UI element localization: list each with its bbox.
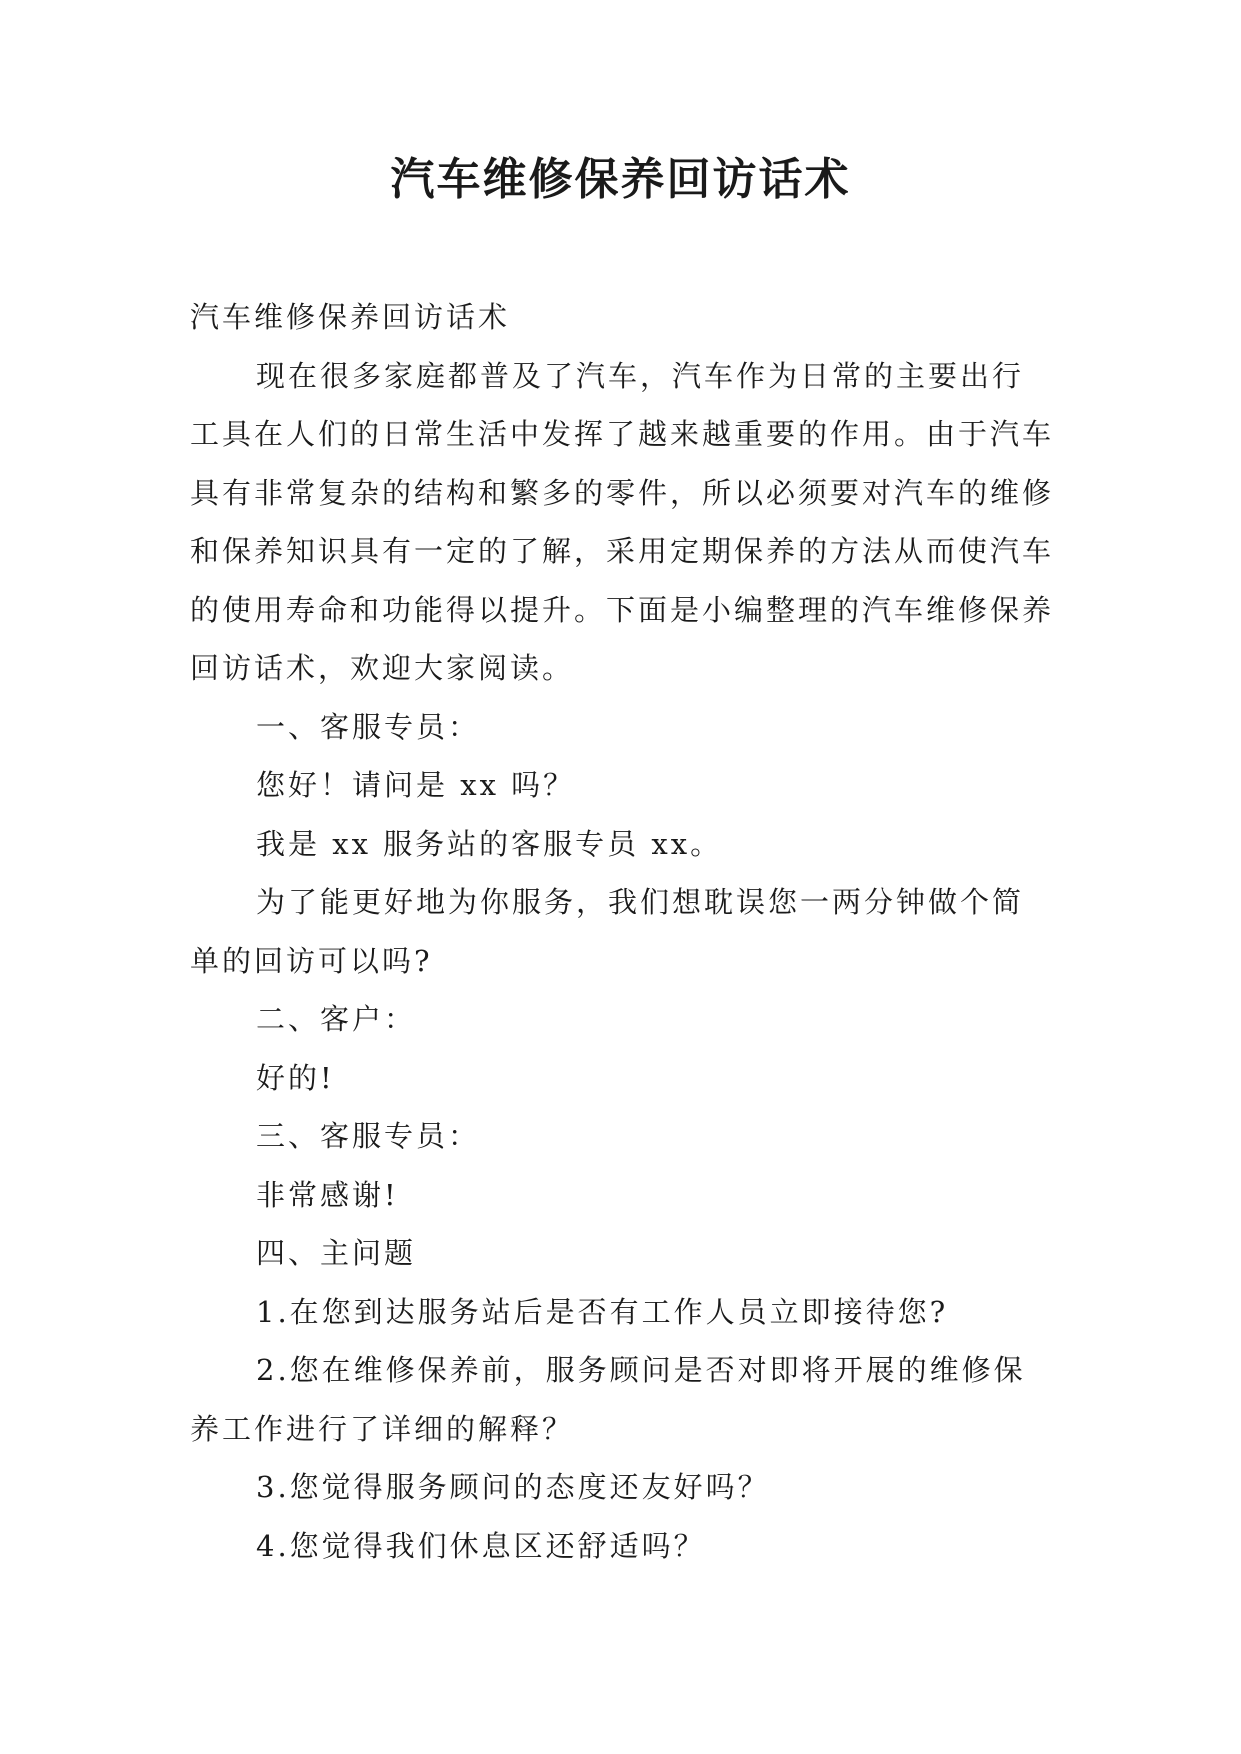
dialogue-line: 好的! bbox=[256, 1060, 335, 1095]
section-heading-1: 一、客服专员： bbox=[256, 709, 481, 744]
section-heading-2: 二、客户： bbox=[256, 1002, 417, 1036]
subtitle-paragraph: 汽车维修保养回访话术 bbox=[190, 300, 511, 334]
dialogue-line: 您好！请问是 xx 吗？ bbox=[256, 768, 576, 802]
question-item: 3.您觉得服务顾问的态度还友好吗？ bbox=[256, 1470, 770, 1504]
question-item: 1.在您到达服务站后是否有工作人员立即接待您? bbox=[256, 1294, 949, 1329]
question-item: 4.您觉得我们休息区还舒适吗？ bbox=[256, 1528, 706, 1563]
section-heading-4: 四、主问题 bbox=[256, 1236, 417, 1270]
dialogue-line: 非常感谢! bbox=[256, 1177, 399, 1212]
question-item: 2.您在维修保养前，服务顾问是否对即将开展的维修保养工作进行了详细的解释？ bbox=[190, 1353, 1026, 1446]
dialogue-line: 为了能更好地为你服务，我们想耽误您一两分钟做个简单的回访可以吗? bbox=[190, 885, 1025, 978]
section-heading-3: 三、客服专员： bbox=[256, 1119, 481, 1153]
dialogue-line: 我是 xx 服务站的客服专员 xx。 bbox=[256, 826, 723, 861]
intro-paragraph: 现在很多家庭都普及了汽车，汽车作为日常的主要出行工具在人们的日常生活中发挥了越来越重要的作用。由于汽车具有非常复杂的结构和繁多的零件，所以必须要对汽车的维修和保养知识具有一定的了解，采用定期保养的方法从而使汽车的使用寿命和功能得以提升。下面是小编整理的汽车维修保养回访话术，欢迎大家阅读。 bbox=[190, 358, 1055, 685]
document-title: 汽车维修保养回访话术 bbox=[390, 154, 851, 205]
document-body bbox=[190, 288, 1055, 1575]
